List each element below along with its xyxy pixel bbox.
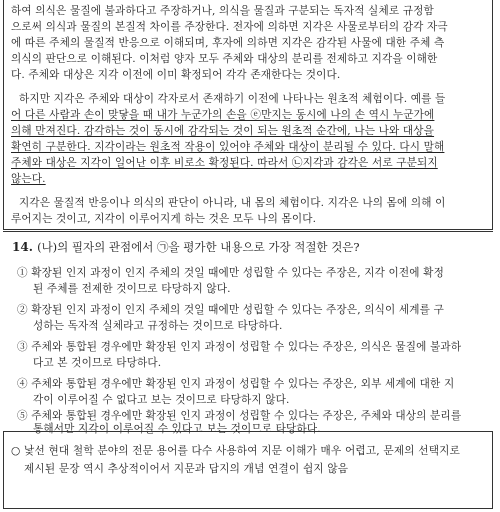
passage-line: 다. 주체와 대상은 지각 이전에 이미 확정되어 각각 존재한다는 것이다. (11, 69, 341, 81)
option-text: 주체와 통합된 경우에만 확장된 인지 과정이 성립할 수 있다는 주장은, 외부 세계에 대한 지 (31, 378, 455, 390)
option-5-continued: 통해서만 지각이 이루어질 수 있다고 보는 것이므로 타당하다. (33, 423, 321, 435)
passage-line: 루어지는 것이고, 지각이 이루어지게 하는 것은 모두 나의 몸이다. (11, 213, 317, 225)
option-marker: ① (17, 267, 28, 279)
option-2[interactable] (17, 302, 444, 317)
option-3[interactable] (17, 339, 461, 354)
option-3-continued: 다고 본 것이므로 타당하다. (33, 357, 162, 369)
option-text: 확장된 인지 과정이 인지 주체의 것일 때에만 성립할 수 있다는 주장은, 의식이 세계를 구 (31, 304, 444, 316)
passage-line-underlined: 주체와 대상은 지각이 일어난 이후 비로소 확정된다. 따라서 ㉡지각과 감각은 서로 구분되지 (11, 157, 438, 169)
option-1-continued: 된 주체를 전제한 것이므로 타당하지 않다. (33, 283, 231, 295)
option-1[interactable] (17, 265, 444, 280)
option-text: 주체와 통합된 경우에만 확장된 인지 과정이 성립할 수 있다는 주장은, 의식은 물질에 불과하 (31, 341, 462, 353)
passage-line-underlined: 의해 만져진다. 감각하는 것이 동시에 감각되는 것이 되는 원초적 순간에, 나는 나와 대상을 (11, 125, 435, 137)
comment-line: 제시된 문장 역시 추상적이어서 지문과 답지의 개념 연결이 쉽지 않음 (24, 463, 349, 475)
passage-line: 하여 의식은 물질에 불과하다고 주장하거나, 의식을 물질과 구분되는 독자적 실체로 규정함 (11, 5, 434, 17)
option-marker: ② (17, 304, 28, 316)
comment-text: 낯선 현대 철학 분야의 전문 용어를 다수 사용하여 지문 이해가 매우 어렵고, 문제의 선택지로 (24, 445, 461, 457)
passage-line-underlined: 어 다른 사람과 손이 맞닿을 때 내가 누군가의 손을 ⓔ만지는 동시에 나의 손 역시 누군가에 (11, 109, 435, 121)
option-marker: ③ (17, 341, 28, 353)
comment-line (11, 443, 460, 458)
question-header (12, 239, 360, 255)
option-4[interactable] (17, 376, 454, 391)
passage-line-underlined: 확연히 구분한다. 지각이라는 원초적 작용이 있어야 주체와 대상이 분리될 수 있다. 다시 말해 (11, 141, 445, 153)
passage-box (3, 0, 493, 230)
section-divider (3, 231, 493, 232)
question-number: 14. (12, 240, 33, 254)
passage-line: 으로써 의식과 물질의 본질적 차이를 주장한다. 전자에 의하면 지각은 사물로부터의 감각 자극 (11, 21, 448, 33)
question-prompt: (나)의 필자의 관점에서 ㉠을 평가한 내용으로 가장 적절한 것은? (37, 240, 360, 254)
comment-box (3, 431, 493, 509)
passage-line: 에 따른 주체의 물질적 반응으로 이해되며, 후자에 의하면 지각은 감각된 사물에 대한 주체 측 (11, 37, 445, 49)
passage-line: 하지만 지각은 주체와 대상이 각자로서 존재하기 이전에 나타나는 원초적 체험이다. 예를 들 (19, 93, 446, 105)
bullet-icon: ○ (11, 445, 21, 457)
option-4-continued: 각이 이루어질 수 없다고 보는 것이므로 타당하지 않다. (33, 394, 290, 406)
passage-line-underlined: 않는다. (11, 173, 46, 185)
passage-line: 의식의 판단으로 이해된다. 이처럼 양자 모두 주체와 대상의 분리를 전제하고 지각을 이해한 (11, 53, 438, 65)
option-text: 주체와 통합된 경우에만 확장된 인지 과정이 성립할 수 있다는 주장은, 주체와 대상의 분리를 (31, 410, 462, 422)
option-marker: ⑤ (17, 410, 28, 422)
option-2-continued: 성하는 독자적 실체라고 규정하는 것이므로 타당하다. (33, 320, 283, 332)
option-marker: ④ (17, 378, 28, 390)
option-text: 확장된 인지 과정이 인지 주체의 것일 때에만 성립할 수 있다는 주장은, 지각 이전에 확정 (31, 267, 444, 279)
passage-line: 지각은 물질적 반응이나 의식의 판단이 아니라, 내 몸의 체험이다. 지각은 나의 몸에 의해 이 (19, 197, 446, 209)
